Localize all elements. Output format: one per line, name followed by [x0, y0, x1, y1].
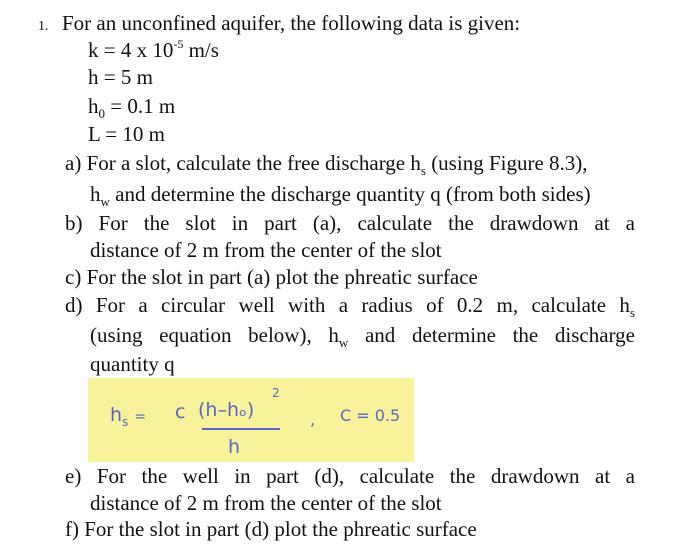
given-L: L = 10 m [88, 122, 165, 146]
part-d-line2: (using equation below), $h_w$ and determine the discharge [90, 323, 635, 350]
given-k: k = 4 x $10^{-5}$ m/s [88, 37, 219, 62]
part-a-line1: a) For a slot, calculate the free discharge $h_s$ (using Figure 8.3), [65, 151, 588, 178]
equation-constant: C = 0.5 [340, 406, 401, 425]
part-b-line1: b) For the slot in part (a), calculate the drawdown at a [65, 211, 635, 235]
part-f-line1: f) For the slot in part (d) plot the phreatic surface [65, 517, 477, 541]
part-d-line1: d) For a circular well with a radius of 0.2 m, calculate $h_s$ [65, 293, 635, 320]
given-h0: $h_0 = 0.1$ m [88, 94, 176, 121]
part-e-line2: distance of 2 m from the center of the slot [90, 491, 442, 515]
problem-number: 1. [38, 19, 49, 34]
problem-intro: For an unconfined aquifer, the following data is given: [62, 11, 521, 35]
equation-c: c [175, 401, 186, 423]
part-b-line2: distance of 2 m from the center of the slot [90, 238, 442, 262]
equation-exponent: 2 [272, 386, 280, 400]
equation-comma: , [310, 410, 316, 429]
equation-numerator: (h–hₒ) [198, 399, 255, 421]
equation-denominator: h [228, 436, 241, 458]
part-d-line3: quantity q [90, 352, 175, 376]
fraction-bar [202, 428, 280, 430]
part-c-line1: c) For the slot in part (a) plot the phreatic surface [65, 265, 478, 289]
part-e-line1: e) For the well in part (d), calculate the drawdown at a [65, 464, 635, 488]
given-h: h = 5 m [88, 65, 153, 89]
part-a-line2: $h_w$ and determine the discharge quantity q (from both sides) [90, 182, 591, 209]
equation-lhs: $h_s$ = [110, 404, 147, 429]
